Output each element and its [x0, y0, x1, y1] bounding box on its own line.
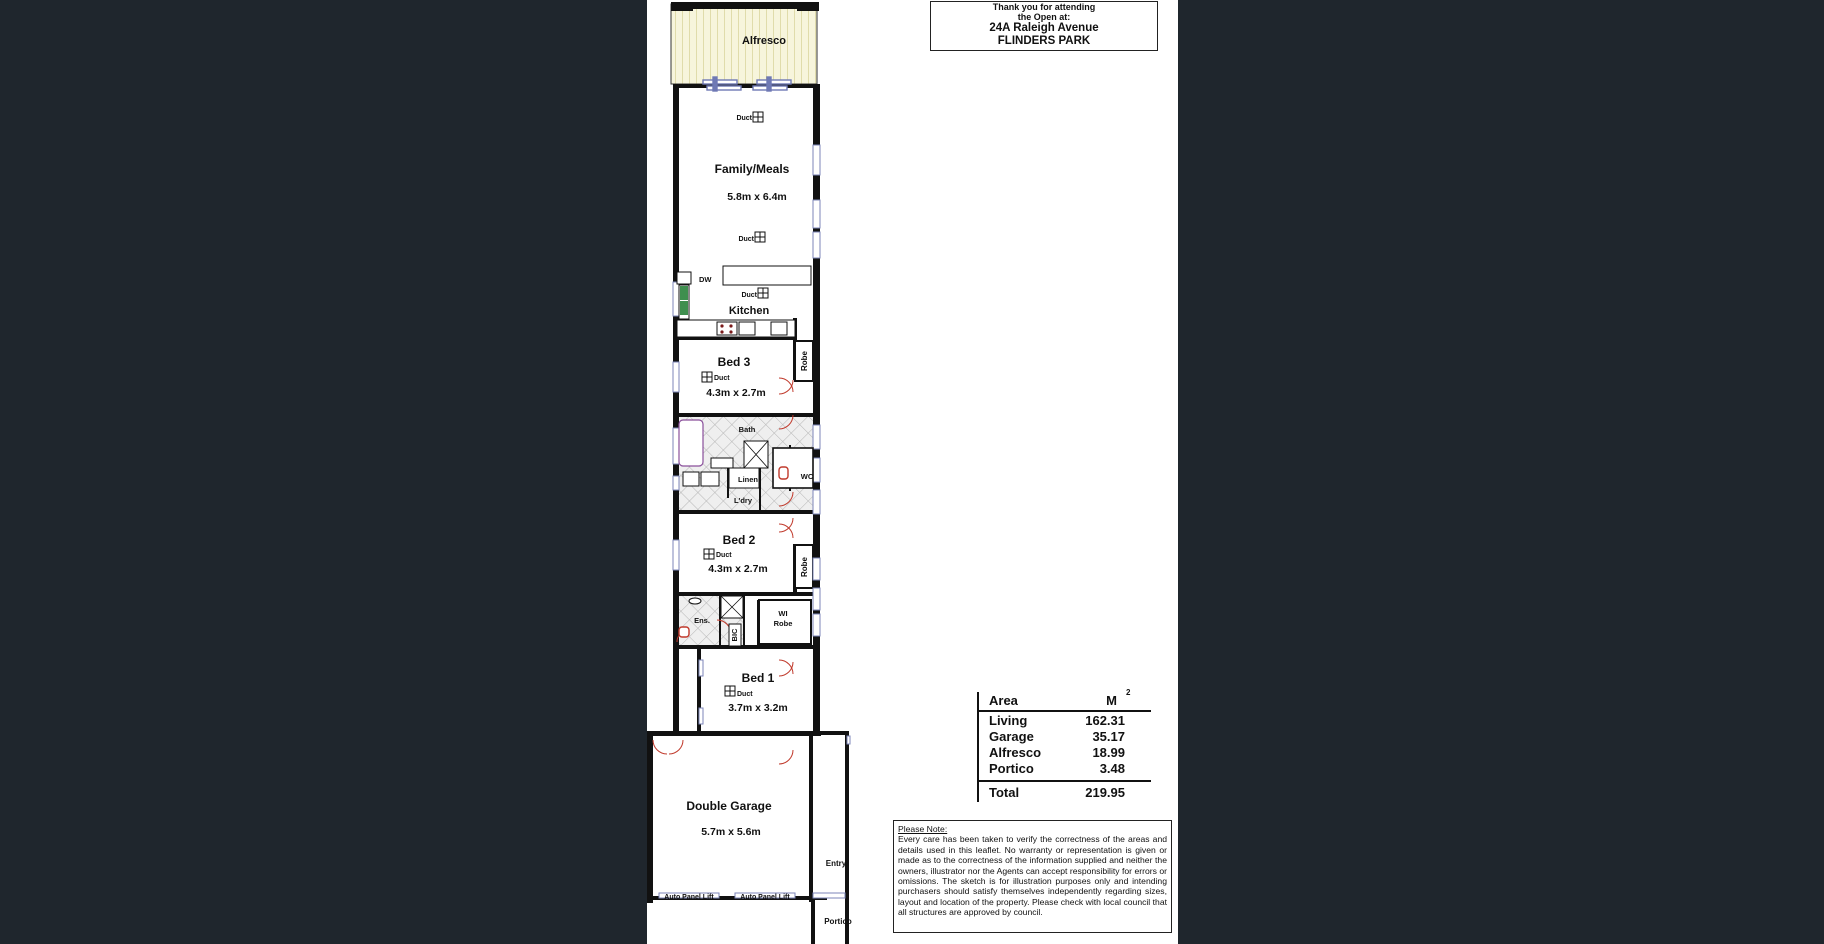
- label-alfresco: Alfresco: [741, 35, 787, 47]
- label-bed1-dims: 3.7m x 3.2m: [728, 702, 788, 714]
- pantry: [771, 322, 787, 335]
- label-ldry: L'dry: [733, 496, 753, 505]
- label-wi-robe: Robe: [773, 619, 793, 628]
- floorplan-sheet: [647, 0, 1178, 944]
- dishwasher: [677, 272, 691, 284]
- area-row-value: 18.99: [1092, 745, 1125, 760]
- ensuite-toilet: [679, 627, 689, 637]
- alfresco-post-left: [671, 2, 693, 11]
- area-row-label: Portico: [989, 761, 1034, 776]
- label-double-garage-dims: 5.7m x 5.6m: [701, 826, 761, 838]
- area-header-sup: 2: [1126, 688, 1131, 697]
- label-duct-3: Duct: [741, 292, 757, 299]
- area-row-value: 3.48: [1099, 761, 1125, 776]
- label-bed2-robe: Robe: [800, 557, 809, 577]
- area-header-unit: M: [1106, 693, 1117, 708]
- label-ens: Ens.: [694, 616, 710, 625]
- laundry-trough: [683, 472, 699, 486]
- alfresco-post-right: [797, 2, 819, 11]
- vanity: [711, 458, 733, 468]
- ensuite-basin: [689, 598, 701, 604]
- label-duct-5: Duct: [716, 552, 732, 559]
- label-kitchen: Kitchen: [728, 305, 770, 317]
- area-table: [961, 688, 1151, 804]
- label-duct-4: Duct: [714, 375, 730, 382]
- area-row-value: 35.17: [1092, 729, 1125, 744]
- area-row-label: Alfresco: [989, 745, 1042, 760]
- label-dw: DW: [699, 275, 712, 284]
- sink-bowl-2: [680, 301, 688, 315]
- label-bed2: Bed 2: [722, 533, 756, 547]
- sink-bowl-1: [680, 286, 688, 300]
- area-total-label: Total: [989, 785, 1020, 800]
- title-line-2: the Open at:: [1017, 12, 1071, 22]
- title-suburb: FLINDERS PARK: [997, 35, 1091, 47]
- bathtub: [679, 420, 703, 466]
- title-line-1: Thank you for attending: [992, 2, 1096, 12]
- note-body: Every care has been taken to verify the correctness of the areas and details used in this leaflet. No warranty or representation is given or made as to the correctness of the information supplied and neither the owners, illustrator nor the Agents can accept responsibility for errors or omissions. The sketch is for illustration purposes only and intending purchasers should satisfy themselves independently regarding sizes, layout and location of the property. Please check with local council that all structures are approved by council.: [898, 834, 1167, 918]
- label-auto-panel-lift-2: Auto Panel Lift: [740, 894, 790, 901]
- label-wi: WI: [778, 609, 788, 618]
- label-duct-1: Duct: [736, 115, 752, 122]
- cooktop: [717, 322, 737, 335]
- title-address: 24A Raleigh Avenue: [989, 22, 1099, 34]
- label-family-meals: Family/Meals: [714, 162, 790, 176]
- label-bed2-dims: 4.3m x 2.7m: [708, 563, 768, 575]
- oven: [739, 322, 755, 335]
- area-row-label: Garage: [989, 729, 1034, 744]
- label-linen: Linen: [738, 475, 758, 484]
- washer: [701, 472, 719, 486]
- label-bed3-dims: 4.3m x 2.7m: [706, 387, 766, 399]
- kitchen-island: [723, 266, 811, 285]
- label-bath: Bath: [738, 425, 756, 434]
- label-entry: Entry: [825, 859, 847, 868]
- label-portico: Portico: [824, 917, 852, 926]
- label-duct-6: Duct: [737, 691, 753, 698]
- label-wc: WC: [800, 472, 814, 481]
- label-bed3: Bed 3: [717, 355, 751, 369]
- label-bed3-robe: Robe: [800, 351, 809, 371]
- label-bic: BIC: [730, 628, 739, 642]
- area-header-label: Area: [989, 693, 1018, 708]
- note-heading: Please Note:: [898, 824, 948, 834]
- windows: [659, 145, 850, 898]
- area-total-value: 219.95: [1085, 785, 1125, 800]
- label-duct-2: Duct: [738, 236, 754, 243]
- area-row-value: 162.31: [1085, 713, 1125, 728]
- area-row-label: Living: [989, 713, 1028, 728]
- disclaimer-note: [893, 820, 1172, 933]
- label-family-meals-dims: 5.8m x 6.4m: [727, 191, 787, 203]
- toilet: [779, 467, 788, 479]
- label-double-garage: Double Garage: [686, 799, 772, 813]
- label-bed1: Bed 1: [741, 671, 775, 685]
- label-auto-panel-lift-1: Auto Panel Lift: [664, 894, 714, 901]
